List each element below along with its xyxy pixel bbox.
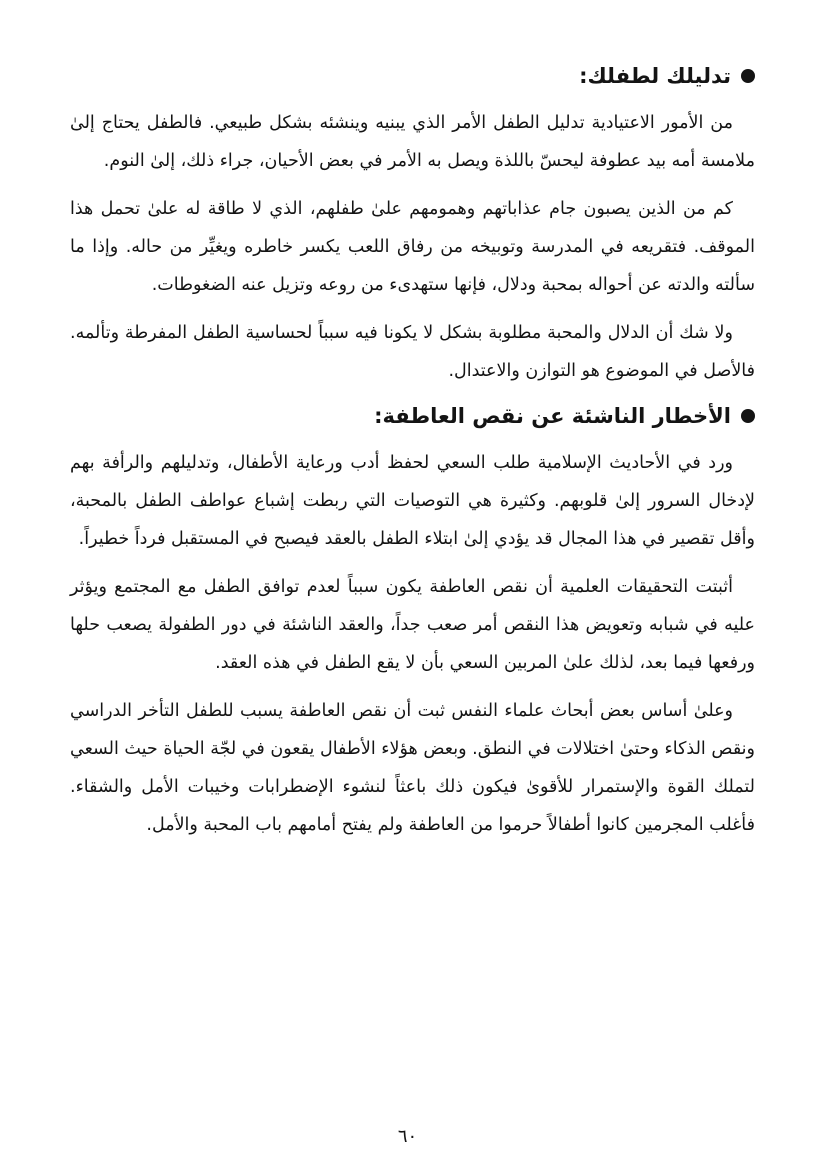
page-number: ٦٠ <box>397 1126 418 1147</box>
section-heading-text: الأخطار الناشئة عن نقص العاطفة: <box>374 404 731 428</box>
section-heading-text: تدليلك لطفلك: <box>579 64 731 88</box>
book-page <box>70 60 755 854</box>
bullet-icon <box>741 409 755 423</box>
paragraph: وعلىٰ أساس بعض أبحاث علماء النفس ثبت أن نقص العاطفة يسبب للطفل التأخر الدراسي ونقص الذكاء وحتىٰ اختلالات في النطق. وبعض هؤلاء الأطفال يقعون في لجّة الحياة حيث السعي لتملك القوة والإستمرار للأقوىٰ فيكون ذلك باعثاً لنشوء الإضطرابات وخيبات الأمل والشقاء. فأغلب المجرمين كانوا أطفالاً حرموا من العاطفة ولم يفتح أمامهم باب المحبة والأمل. <box>70 701 755 835</box>
section-heading-dangers <box>70 400 755 432</box>
paragraph: كم من الذين يصبون جام عذاباتهم وهمومهم علىٰ طفلهم، الذي لا طاقة له علىٰ تحمل هذا الموقف. فتقريعه في المدرسة وتوبيخه من رفاق اللعب يكسر خاطره ويغيِّر من حاله. وإذا ما سألته والدته عن أحواله بمحبة ودلال، فإنها ستهدىء من روعه وتزيل عنه الضغوطات. <box>70 199 755 295</box>
section-heading-pampering <box>70 60 755 92</box>
bullet-icon <box>741 69 755 83</box>
paragraph: ولا شك أن الدلال والمحبة مطلوبة بشكل لا يكونا فيه سبباً لحساسية الطفل المفرطة وتألمه. فالأصل في الموضوع هو التوازن والاعتدال. <box>70 323 755 381</box>
paragraph: من الأمور الاعتيادية تدليل الطفل الأمر الذي يبنيه وينشئه بشكل طبيعي. فالطفل يحتاج إلىٰ ملامسة أمه بيد عطوفة ليحسّ باللذة ويصل به الأمر في بعض الأحيان، جراء ذلك، إلىٰ النوم. <box>70 113 755 171</box>
paragraph: ورد في الأحاديث الإسلامية طلب السعي لحفظ أدب ورعاية الأطفال، وتدليلهم والرأفة بهم لإدخال السرور إلىٰ قلوبهم. وكثيرة هي التوصيات التي ربطت إشباع عواطف الطفل بالمحبة، وأقل تقصير في هذا المجال قد يؤدي إلىٰ ابتلاء الطفل بالعقد فيصبح في المستقبل فرداً خطيراً. <box>70 453 755 549</box>
paragraph: أثبتت التحقيقات العلمية أن نقص العاطفة يكون سبباً لعدم توافق الطفل مع المجتمع ويؤثر عليه في شبابه وتعويض هذا النقص أمر صعب جداً، والعقد الناشئة في دور الطفولة يصعب حلها ورفعها فيما بعد، لذلك علىٰ المربين السعي بأن لا يقع الطفل في هذه العقد. <box>70 577 755 673</box>
